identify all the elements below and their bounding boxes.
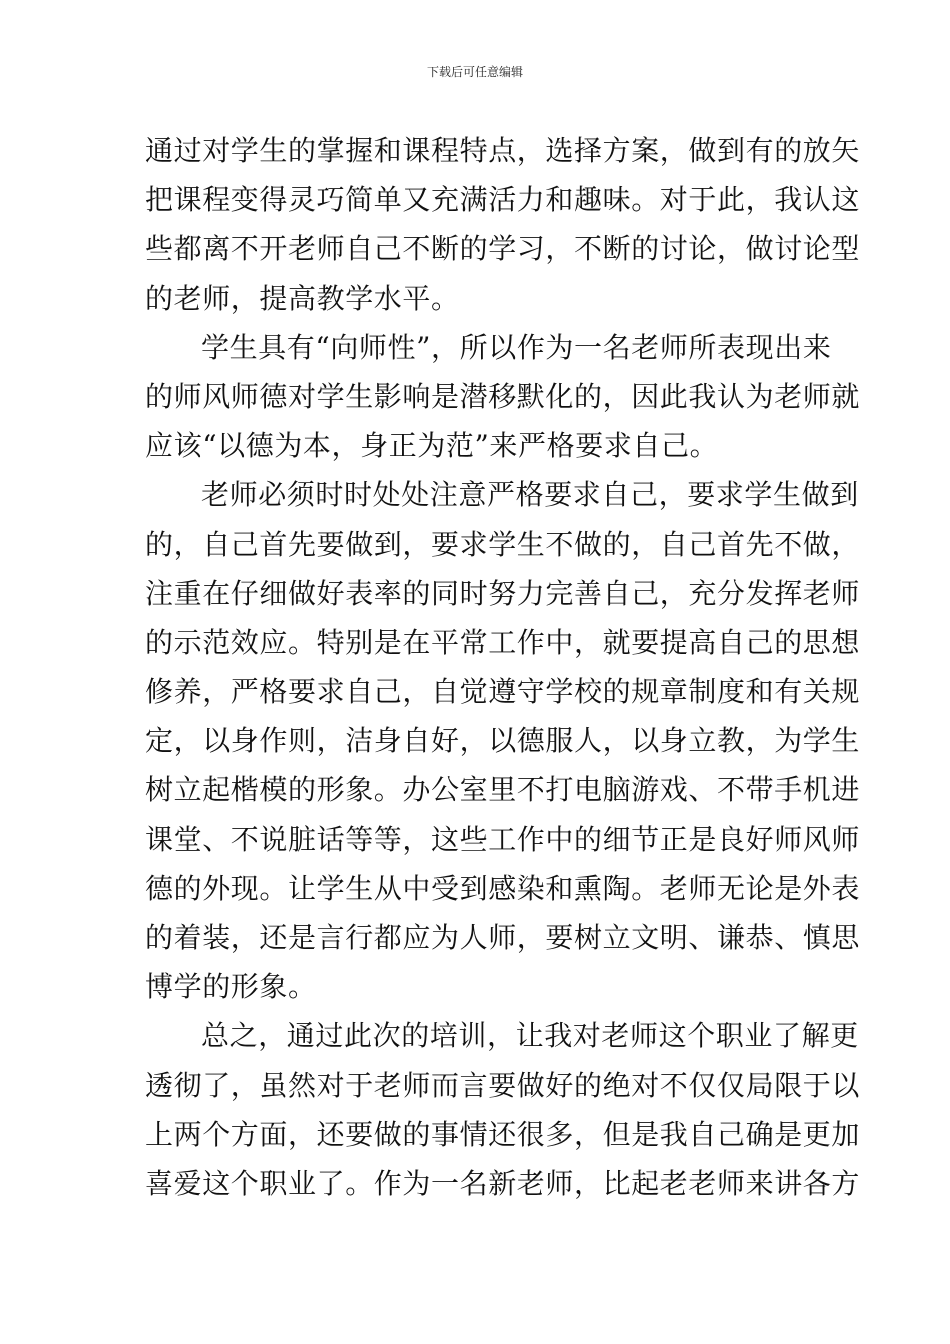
text-line: 学生具有“向师性”，所以作为一名老师所表现出来 — [201, 330, 832, 364]
text-line: 上两个方面，还要做的事情还很多，但是我自己确是更加 — [145, 1117, 861, 1151]
paragraph-2 — [145, 323, 861, 471]
text-line: 修养，严格要求自己，自觉遵守学校的规章制度和有关规 — [145, 675, 861, 709]
text-line: 喜爱这个职业了。作为一名新老师，比起老老师来讲各方 — [145, 1166, 861, 1200]
paragraph-4 — [145, 1011, 861, 1208]
text-line: 课堂、不说脏话等等，这些工作中的细节正是良好师风师 — [145, 822, 861, 856]
document-body — [145, 126, 861, 1208]
text-line: 德的外现。让学生从中受到感染和熏陶。老师无论是外表 — [145, 871, 861, 905]
text-line: 树立起楷模的形象。办公室里不打电脑游戏、不带手机进 — [145, 773, 861, 807]
text-line: 注重在仔细做好表率的同时努力完善自己，充分发挥老师 — [145, 576, 861, 610]
text-line: 老师必须时时处处注意严格要求自己，要求学生做到 — [201, 478, 859, 512]
text-line: 把课程变得灵巧简单又充满活力和趣味。对于此，我认这 — [145, 183, 861, 217]
page-header-note: 下载后可任意编辑 — [426, 65, 523, 79]
text-line: 总之，通过此次的培训，让我对老师这个职业了解更 — [201, 1019, 859, 1053]
paragraph-1 — [145, 126, 861, 323]
text-line: 应该“以德为本，身正为范”来严格要求自己。 — [145, 429, 719, 463]
text-line: 博学的形象。 — [145, 970, 317, 1004]
text-line: 的着装，还是言行都应为人师，要树立文明、谦恭、慎思 — [145, 921, 861, 954]
text-line: 些都离不开老师自己不断的学习，不断的讨论，做讨论型 — [145, 232, 861, 266]
paragraph-3 — [145, 470, 861, 1011]
text-line: 的师风师德对学生影响是潜移默化的，因此我认为老师就 — [145, 379, 861, 413]
text-line: 的，自己首先要做到，要求学生不做的，自己首先不做， — [145, 527, 861, 561]
text-line: 透彻了，虽然对于老师而言要做好的绝对不仅仅局限于以 — [145, 1068, 861, 1102]
text-line: 的示范效应。特别是在平常工作中，就要提高自己的思想 — [145, 625, 861, 659]
text-line: 的老师，提高教学水平。 — [145, 281, 460, 315]
text-line: 通过对学生的掌握和课程特点，选择方案，做到有的放矢 — [145, 134, 861, 167]
text-line: 定，以身作则，洁身自好，以德服人，以身立教，为学生 — [145, 724, 861, 758]
